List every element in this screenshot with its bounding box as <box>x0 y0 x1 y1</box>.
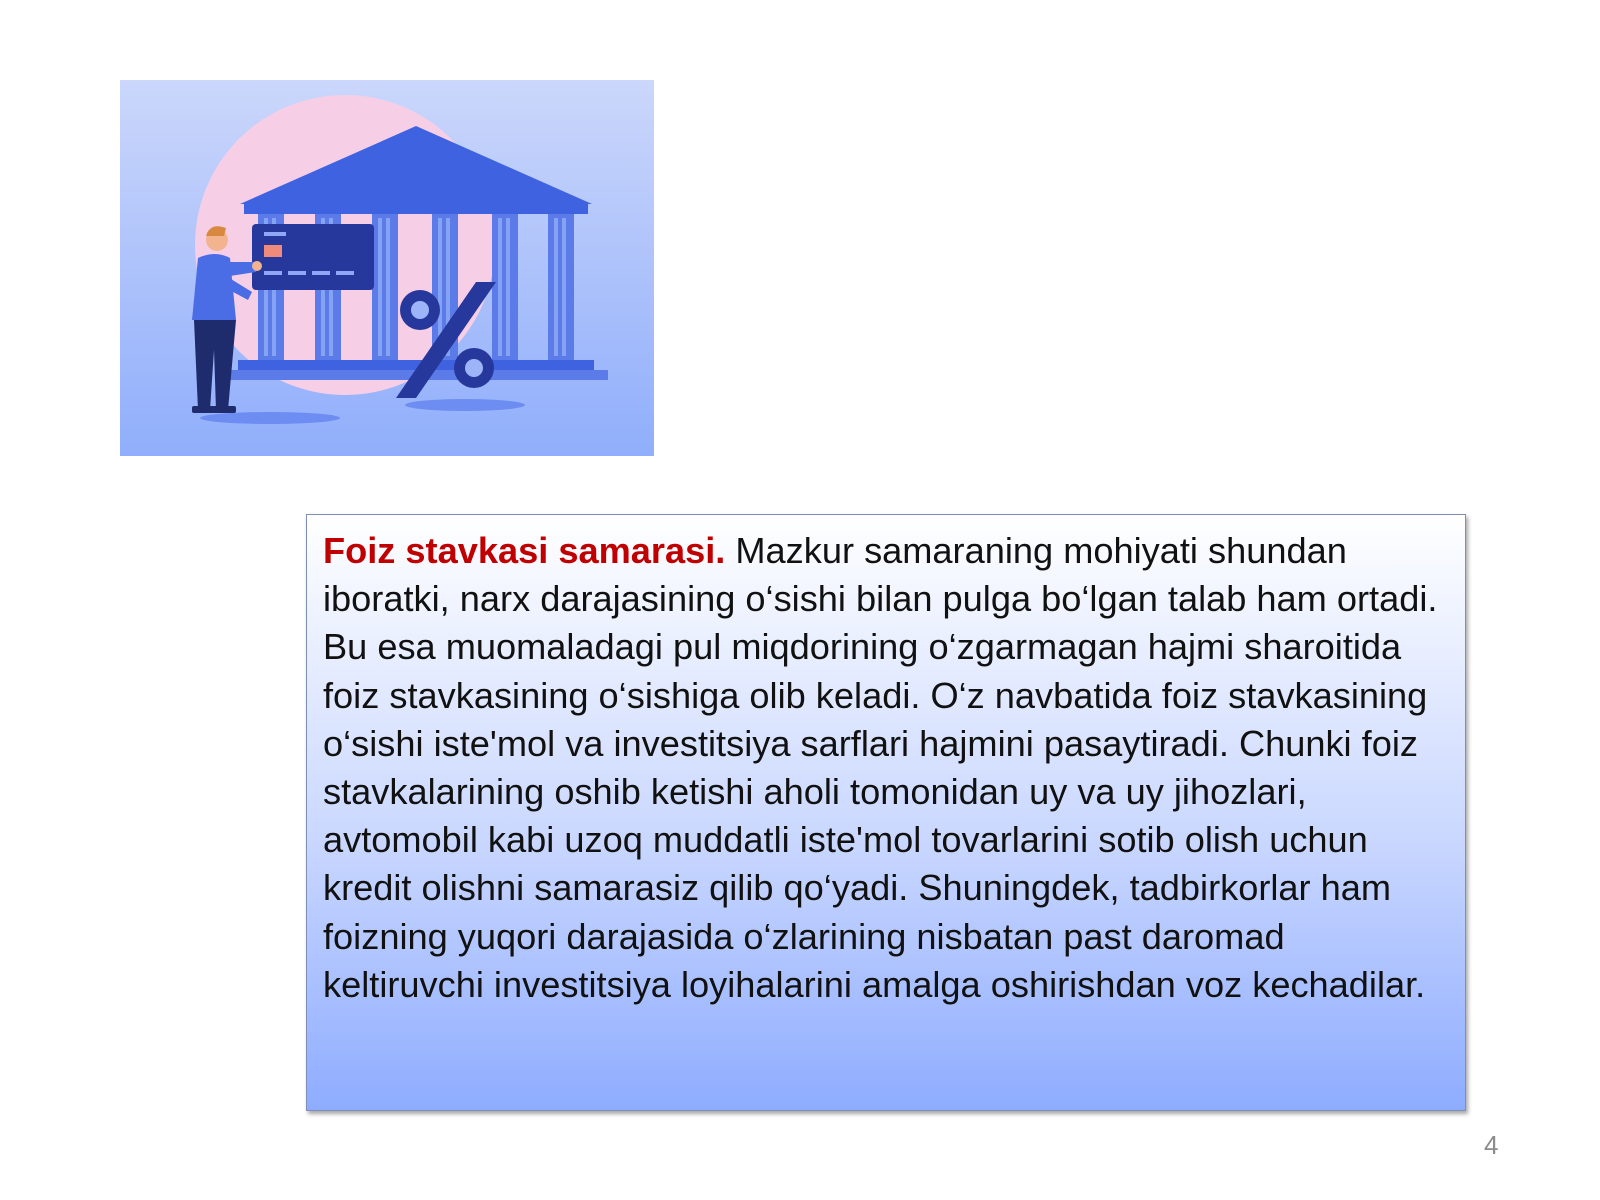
definition-textbox <box>306 514 1466 1111</box>
paragraph-lead: Foiz stavkasi samarasi. <box>323 530 726 571</box>
definition-paragraph <box>323 527 1449 1009</box>
paragraph-body: Mazkur samaraning mohiyati shundan iboratki, narx darajasining o‘sishi bilan pulga bo‘lgan talab ham ortadi. Bu esa muomaladagi pul miqdorining o‘zgarmagan hajmi sharoitida foiz stavkasining o‘sishiga olib keladi. O‘z navbatida foiz stavkasining o‘sishi iste'mol va investitsiya sarflari hajmini pasaytiradi. Chunki foiz stavkalarining oshib ketishi aholi tomonidan uy va uy jihozlari, avtomobil kabi uzoq muddatli iste'mol tovarlarini sotib olish uchun kredit olishni samarasiz qilib qo‘yadi. Shuningdek, tadbirkorlar ham foizning yuqori darajasida o‘zlarining nisbatan past daromad keltiruvchi investitsiya loyihalarini amalga oshirishdan voz kechadilar. <box>323 530 1438 1005</box>
page-number: 4 <box>1484 1130 1499 1160</box>
bank-interest-illustration-icon <box>120 80 654 456</box>
